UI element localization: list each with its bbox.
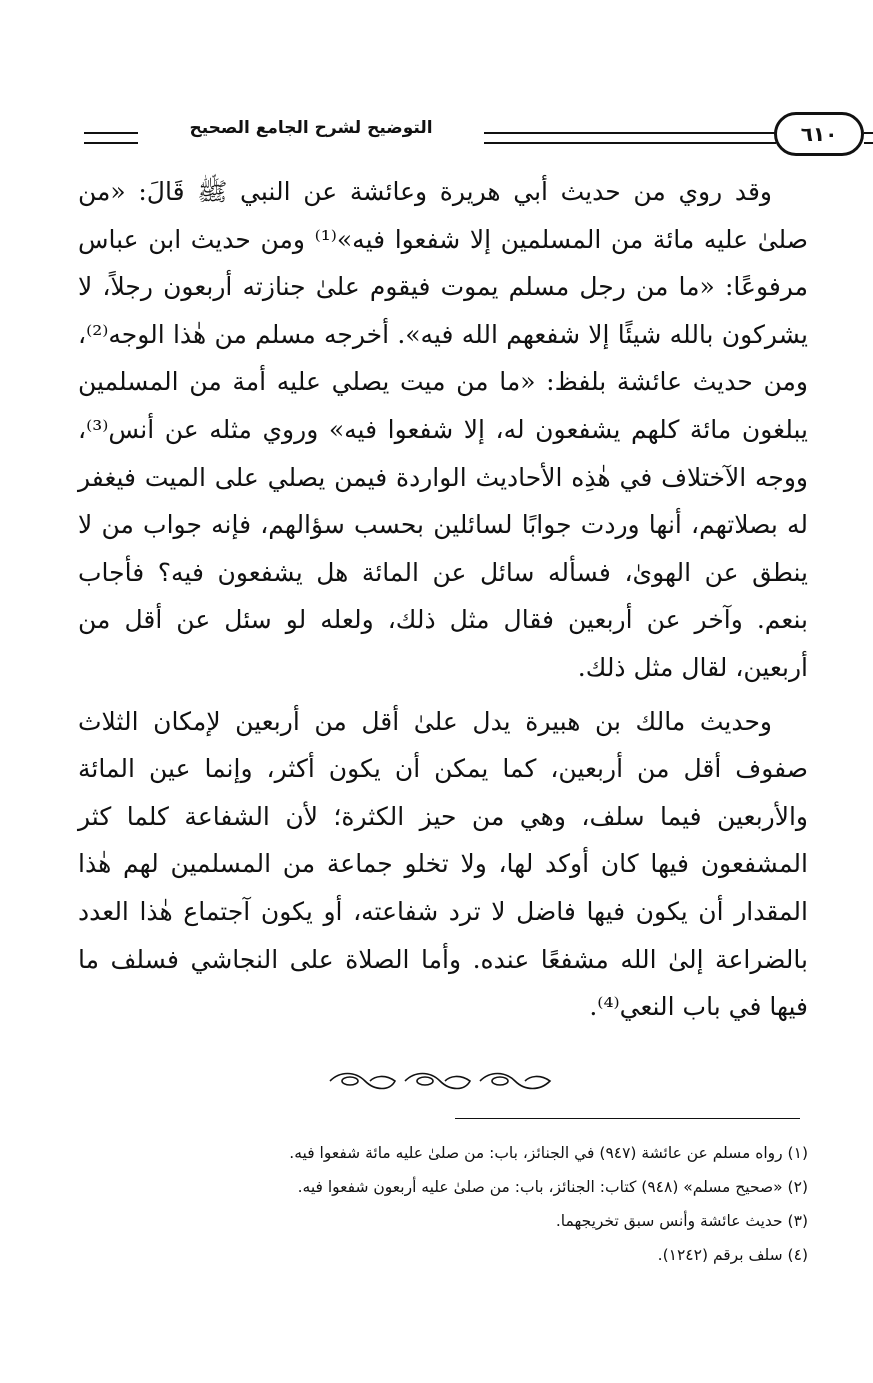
footnotes: [78, 1136, 808, 1272]
footnote-2: (٢) «صحيح مسلم» (٩٤٨) كتاب: الجنائز، باب: من صلىٰ عليه أربعون شفعوا فيه.: [297, 1178, 808, 1196]
footnote-4: (٤) سلف برقم (١٢٤٢).: [657, 1246, 808, 1264]
footnote-1: (١) رواه مسلم عن عائشة (٩٤٧) في الجنائز، باب: من صلىٰ عليه مائة شفعوا فيه.: [289, 1144, 808, 1162]
section-ornament: [310, 1066, 570, 1096]
main-text: [78, 168, 808, 1031]
paragraph: وقد روي من حديث أبي هريرة وعائشة عن النبي ﷺ قَالَ: «من صلىٰ عليه مائة من المسلمين إلا شفعوا فيه»⁽¹⁾ ومن حديث ابن عباس مرفوعًا: «ما من رجل مسلم يموت فيقوم علىٰ جنازته أربعون رجلاً، لا يشركون بالله شيئًا إلا شفعهم الله فيه». أخرجه مسلم من هٰذا الوجه⁽²⁾، ومن حديث عائشة بلفظ: «ما من ميت يصلي عليه أمة من المسلمين يبلغون مائة كلهم يشفعون له، إلا شفعوا فيه» وروي مثله عن أنس⁽³⁾، ووجه الآختلاف في هٰذِه الأحاديث الواردة فيمن يصلي على الميت فيغفر له بصلاتهم، أنها وردت جوابًا لسائلين بحسب سؤالهم، فإنه جواب من لا ينطق عن الهوىٰ، فسأله سائل عن المائة هل يشفعون فيه؟ فأجاب بنعم. وآخر عن أربعين فقال مثل ذلك، ولعله لو سئل عن أقل من أربعين، لقال مثل ذلك.: [78, 177, 808, 682]
header-rule-right: [484, 132, 776, 144]
page-number: ٦١٠: [774, 112, 864, 156]
footnote-rule: [455, 1118, 800, 1119]
footnote-3: (٣) حديث عائشة وأنس سبق تخريجهما.: [555, 1212, 808, 1230]
header-rule-left: [84, 132, 138, 144]
running-title: التوضيح لشرح الجامع الصحيح: [189, 118, 433, 138]
header-rule-end: [864, 132, 873, 144]
paragraph: وحديث مالك بن هبيرة يدل علىٰ أقل من أربعين لإمكان الثلاث صفوف أقل من أربعين، كما يمكن أن يكون أكثر، وإنما عين المائة والأربعين فيما سلف، وهي من حيز الكثرة؛ لأن الشفاعة كلما كثر المشفعون فيها كان أوكد لها، ولا تخلو جماعة من المسلمين لهم هٰذا المقدار أن يكون فيها فاضل لا ترد شفاعته، أو يكون آجتماع هٰذا العدد بالضراعة إلىٰ الله مشفعًا عنده. وأما الصلاة على النجاشي فسلف ما فيها في باب النعي⁽⁴⁾.: [78, 706, 808, 1022]
page-header: [84, 104, 838, 162]
